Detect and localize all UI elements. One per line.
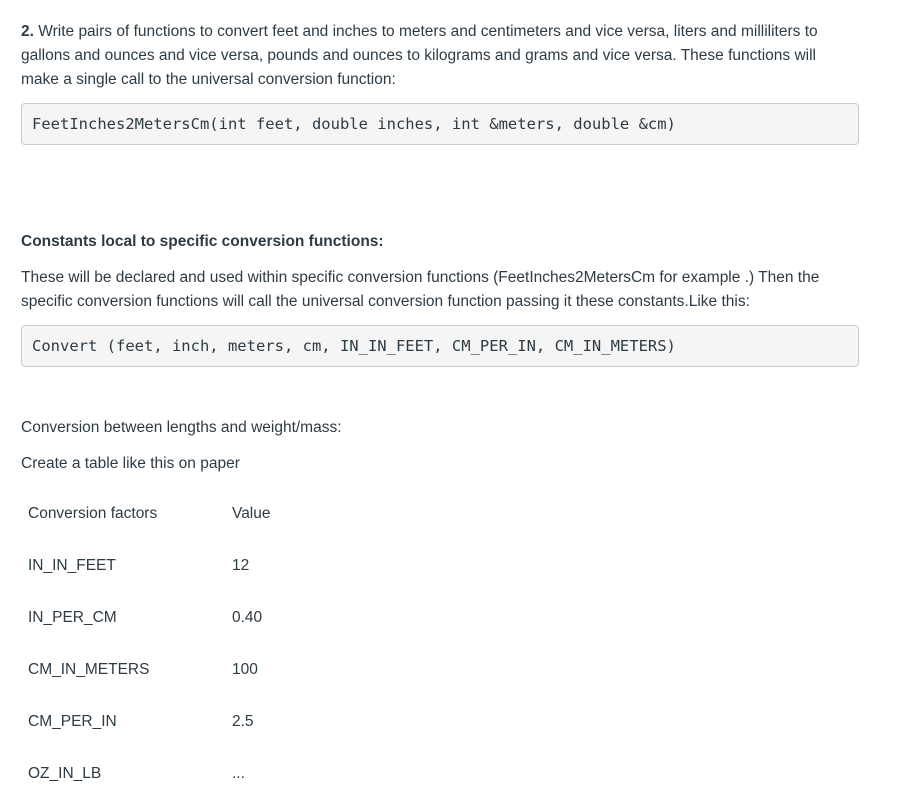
value-cell: 2.5 bbox=[232, 713, 254, 730]
table-instruction: Create a table like this on paper bbox=[21, 455, 240, 472]
factor-cell: CM_PER_IN bbox=[28, 713, 117, 730]
value-cell: ... bbox=[232, 765, 245, 782]
code-block-signature: FeetInches2MetersCm(int feet, double inches, int &meters, double &cm) bbox=[21, 103, 859, 145]
constants-heading: Constants local to specific conversion functions: bbox=[21, 233, 384, 250]
intro-line-3: make a single call to the universal conversion function: bbox=[21, 71, 396, 88]
factor-cell: CM_IN_METERS bbox=[28, 661, 150, 678]
constants-paragraph bbox=[21, 266, 851, 314]
header-conversion-factors: Conversion factors bbox=[28, 505, 158, 522]
factor-cell: IN_IN_FEET bbox=[28, 557, 116, 574]
constants-line-2: specific conversion functions will call the universal conversion function passing it these constants.Like this: bbox=[21, 293, 750, 310]
header-value: Value bbox=[232, 505, 271, 522]
value-cell: 0.40 bbox=[232, 609, 263, 626]
intro-line-1: Write pairs of functions to convert feet and inches to meters and centimeters and vice versa, liters and milliliters to bbox=[38, 23, 818, 40]
conversion-note: Conversion between lengths and weight/mass: bbox=[21, 419, 342, 436]
code-block-call: Convert (feet, inch, meters, cm, IN_IN_FEET, CM_PER_IN, CM_IN_METERS) bbox=[21, 325, 859, 367]
value-cell: 12 bbox=[232, 557, 250, 574]
constants-line-1: These will be declared and used within specific conversion functions (FeetInches2MetersCm for example .) Then the bbox=[21, 269, 820, 286]
factor-cell: IN_PER_CM bbox=[28, 609, 117, 626]
value-cell: 100 bbox=[232, 661, 258, 678]
factor-cell: OZ_IN_LB bbox=[28, 765, 102, 782]
intro-paragraph bbox=[21, 20, 851, 92]
intro-line-2: gallons and ounces and vice versa, pounds and ounces to kilograms and grams and vice versa. These functions will bbox=[21, 47, 816, 64]
item-number: 2. bbox=[21, 23, 34, 40]
